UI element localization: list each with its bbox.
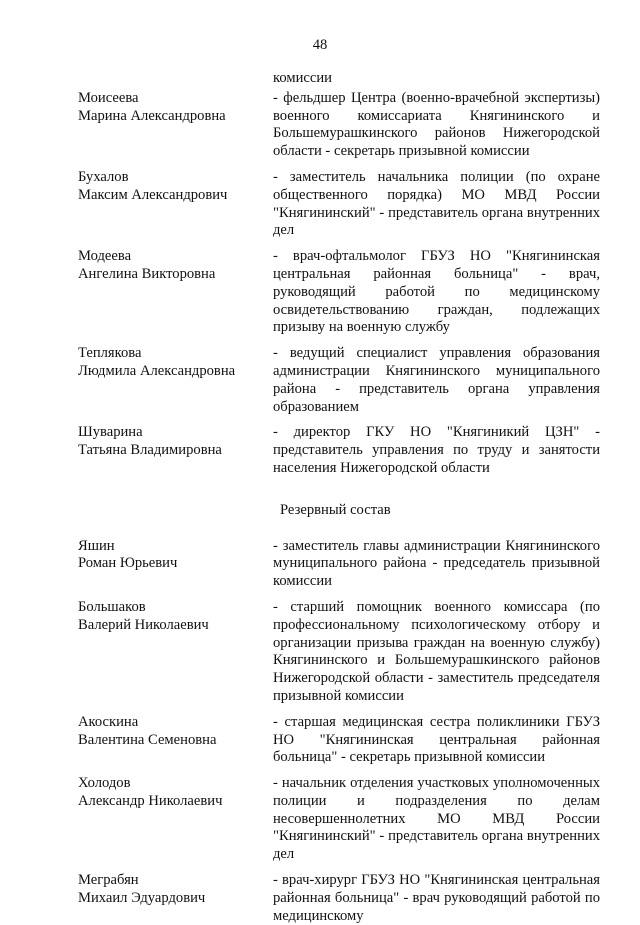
member-given-name: Людмила Александровна [78, 362, 236, 379]
member-role: - ведущий специалист управления образования администрации Княгининского муниципального района - представитель органа управления образованием [273, 345, 600, 415]
member-surname: Меграбян [78, 872, 139, 889]
member-entry [78, 424, 600, 477]
member-name [78, 538, 273, 591]
member-role: - врач-офтальмолог ГБУЗ НО "Княгининская центральная районная больница" - врач, руководящий работой по медицинскому освидетельствованию граждан, подлежащих призыву на военную службу [273, 248, 600, 336]
member-name [78, 714, 273, 767]
member-name [78, 872, 273, 925]
reserve-member-entry [78, 775, 600, 864]
member-entry [78, 248, 600, 337]
reserve-member-entry [78, 714, 600, 767]
member-name [78, 248, 273, 337]
member-name [78, 775, 273, 864]
member-surname: Холодов [78, 775, 131, 792]
member-role: - начальник отделения участковых уполномоченных полиции и подразделения по делам несовершеннолетних МО МВД России "Княгининский" - представитель органа внутренних дел [273, 775, 600, 863]
member-given-name: Александр Николаевич [78, 792, 223, 809]
member-role: - заместитель главы администрации Княгининского муниципального района - председатель призывной комиссии [273, 537, 600, 590]
member-role: - заместитель начальника полиции (по охране общественного порядка) МО МВД России "Княгининский" - представитель органа внутренних дел [273, 168, 600, 239]
page-number: 48 [312, 37, 328, 53]
member-name [78, 345, 273, 416]
member-surname: Модеева [78, 248, 132, 265]
member-given-name: Татьяна Владимировна [78, 442, 222, 459]
member-role: - врач-хирург ГБУЗ НО "Княгининская центральная районная больница" - врач руководящий работой по медицинскому [273, 872, 600, 924]
member-given-name: Роман Юрьевич [78, 555, 178, 572]
member-surname: Большаков [78, 598, 146, 615]
member-surname: Шуварина [78, 424, 143, 441]
member-name [78, 599, 273, 706]
member-entry [78, 169, 600, 240]
member-given-name: Максим Александрович [78, 186, 228, 203]
member-name [78, 90, 273, 161]
member-name [78, 424, 273, 477]
member-role: - старший помощник военного комиссара (по профессиональному психологическому отбору и организации призыва граждан на военную службу) Княгининского и Большемурашкинского районов Нижегородской области - заместитель председателя призывной комиссии [273, 598, 600, 704]
member-surname: Акоскина [78, 713, 139, 730]
member-entry [78, 345, 600, 416]
member-surname: Яшин [78, 537, 115, 554]
commission-list [78, 70, 600, 925]
member-surname: Моисеева [78, 89, 139, 106]
member-role: - фельдшер Центра (военно-врачебной экспертизы) военного комиссариата Княгининского и Большемурашкинского районов Нижегородской области - секретарь призывной комиссии [273, 89, 600, 160]
member-surname: Бухалов [78, 168, 129, 185]
member-given-name: Ангелина Викторовна [78, 265, 216, 282]
member-name [78, 169, 273, 240]
member-given-name: Марина Александровна [78, 107, 226, 124]
reserve-member-entry [78, 872, 600, 925]
continued-text: комиссии [273, 70, 332, 86]
member-surname: Теплякова [78, 345, 142, 362]
member-role: - старшая медицинская сестра поликлиники ГБУЗ НО "Княгининская центральная районная больница" - секретарь призывной комиссии [273, 713, 600, 766]
member-role: - директор ГКУ НО "Княгиникий ЦЗН" - представитель управления по труду и занятости населения Нижегородской области [273, 424, 600, 476]
member-given-name: Валерий Николаевич [78, 616, 209, 633]
member-entry [78, 90, 600, 161]
member-given-name: Валентина Семеновна [78, 731, 217, 748]
reserve-section-title: Резервный состав [280, 501, 391, 518]
reserve-member-entry [78, 538, 600, 591]
reserve-member-entry [78, 599, 600, 706]
member-given-name: Михаил Эдуардович [78, 889, 206, 906]
